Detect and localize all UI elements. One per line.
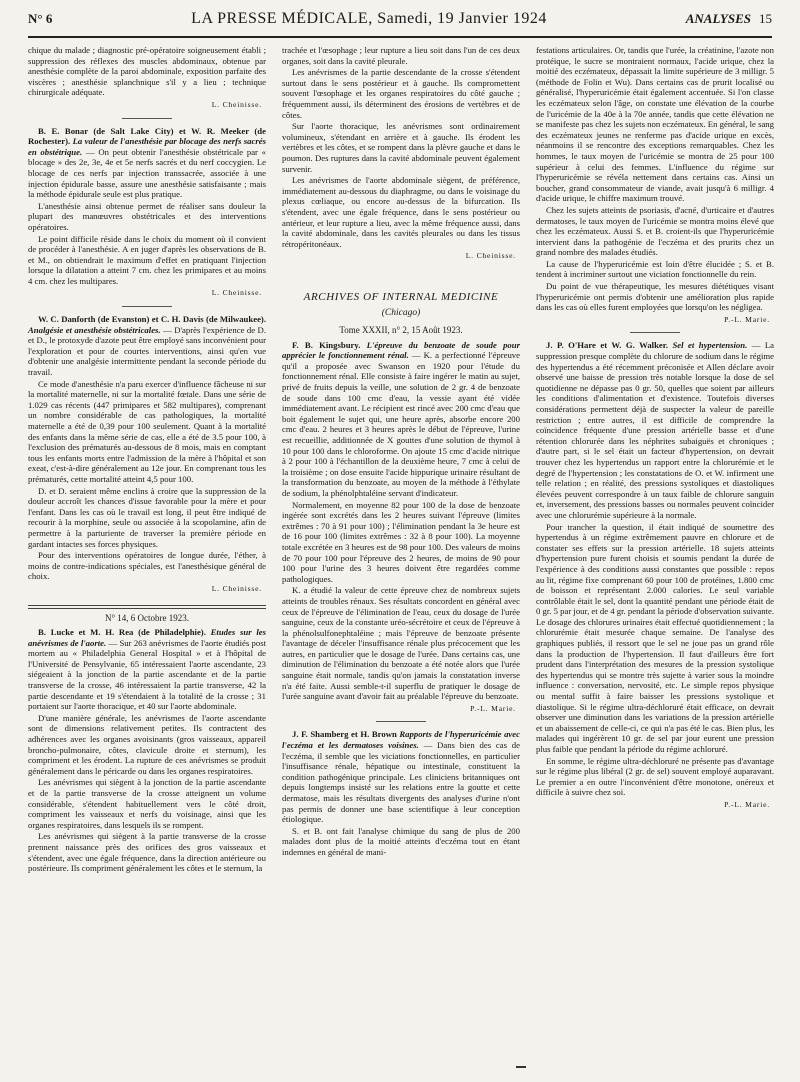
paragraph: — K. a perfectionné l'épreuve qu'il a proposée avec Swanson en 1920 pour l'étude du fonctionnement rénal. Elle consiste à faire ingérer le matin au sujet, privé de fruits depuis la veille, une solution de 2 gr. 4 de benzoate de soude dans 100 cmc d'eau, la vessie ayant été vidée immédiatement avant. Le récipient est rincé avec 200 cmc d'eau que boit également le sujet qui, une heure après, absorbe encore 200 cmc d'eau. 2 heures et 3 heures après le début de l'épreuve, l'urine est recueillie, additionnée de X gouttes d'une solution de thymol à 10 pour 100 dans le chloroforme. On ajoute 15 cmc d'acide nitrique à 2 pour 100 à l'échantillon de la deuxième heure, 7 cmc à celui de la troisième ; on dose ensuite l'acide hippurique urinaire résultant de la transformation du benzoate, au moyen de la méthode à l'éthylate de sodium, la phénolphtaléine servant d'indicateur. — [282, 350, 521, 498]
article-authors: J. P. O'Hare et W. G. Walker. — [546, 340, 669, 351]
footer-mark — [516, 1066, 526, 1068]
paragraph: Chez les sujets atteints de psoriasis, d'acné, d'urticaire et d'autres dermatoses, le taux moyen de l'uricémie se montra moins élevé que chez les eczémateux. Aussi S. et B. croient-ils que l'hyperuricémie intervient dans la pathogénie de l'eczéma et des prurits chez un grand nombre des malades étudiés. — [536, 204, 774, 258]
paragraph: Les anévrismes qui siègent à la partie transverse de la crosse prennent naissance près des orifices des gros vaisseaux et s'étendent, avec une égale fréquence, dans la direction antérieure ou postérieure. Ils compriment généralement les côtes et le sternum, la — [28, 831, 266, 874]
section-heading — [686, 11, 772, 27]
paragraph: Pour des interventions opératoires de longue durée, l'éther, à moins de contre-indications spéciales, est l'anesthésique général de choix. — [28, 550, 266, 582]
paragraph: — D'après l'expérience de D. et D., le protoxyde d'azote peut être employé sans inconvénient pour l'exploration et pour de courtes interventions, ainsi qu'en vue d'obtenir une analgésie intermittente pendant la seconde période du travail. — [28, 324, 266, 378]
paragraph: Les anévrismes de l'aorte abdominale siègent, de préférence, immédiatement au-dessous du diaphragme, ou dans le voisinage du plexus cœliaque, ou encore au-dessus de la bifurcation. Ils s'étendent, avec une égale fréquence, dans le sens postérieur ou antérieur, et leur rupture a lieu, avec la même fréquence aussi, dans la cavité abdominale, dans les cavités pleurales ou dans les tissus rétropéritonéaux. — [282, 175, 520, 249]
section-name: ANALYSES — [685, 11, 751, 26]
signature: L. Cheinisse. — [465, 251, 516, 261]
article-authors: J. F. Shamberg et H. Brown — [292, 729, 397, 740]
article-kingsbury — [282, 340, 520, 499]
article-authors: B. E. Bonar (de Salt Lake City) et W. R. Meeker (de Rochester). — [28, 125, 266, 147]
signature: P.-L. Marie. — [470, 703, 516, 713]
signature: P.-L. Marie. — [724, 799, 770, 809]
paragraph: L'anesthésie ainsi obtenue permet de réaliser sans douleur la plupart des manœuvres obstétricales et des interventions opératoires. — [28, 200, 266, 232]
separator — [376, 721, 426, 722]
journal-title: LA PRESSE MÉDICALE, Samedi, 19 Janvier 1924 — [191, 10, 547, 27]
page-number: 15 — [758, 11, 772, 26]
signature: L. Cheinisse. — [211, 99, 262, 109]
signature: L. Cheinisse. — [211, 288, 262, 298]
paragraph: Pour trancher la question, il était indiqué de soumettre des hypertendus à un régime extrêmement pauvre en chlorure et de constater ses effets sur la pression artérielle. 18 sujets atteints d'hypertension pure furent choisis et soumis pendant la durée de l'expérience à des conditions aussi constantes que possible : repos au lit, régime fixe comprenant 60 pour 100 de protéines, 1.800 cmc de boisson et représentant 2.000 calories. Le seul variable contrôlable était le sel, dont la quantité pendant une période était de 0 gr. 5 par jour, et de 4 gr. pendant la période d'observation suivante. Le dosage des chlorures urinaires était effectué quotidiennement ; la chlorurémie était mesurée chaque semaine. De l'analyse des graphiques publiés, il ressort que le sel ne joue pas un grand rôle dans la production de l'hypertension. Il faut d'ailleurs être fort prudent dans l'interprétation des mesures de la pression systolique des hypertendus qui se montre très sujette à varier sous la moindre influence : conversation, nervosité, etc. Le simple repos physique ou mental suffit à faire baisser les pressions systolique et diastolique. Si le régime ultra-déchloruré était efficace, on devrait observer une diminution dans les variations de la pression artérielle et un abaissement de celle-ci, ce qui n'a pas été le cas. Bien plus, les malades qui ingérèrent 10 gr. de sel par jour eurent une pression plus faible que pendant la période du régime achloruré. — [536, 521, 774, 754]
paragraph: Le point difficile réside dans le choix du moment où il convient de procéder à l'anesthésie. A en juger d'après les observations de B. et M., on obtiendrait le maximum d'effet en pratiquant l'injection lorsque la dilatation a atteint 7 cm. chez les primipares et au moins 4 cm. chez les multipares. — [28, 233, 266, 286]
paragraph: Ce mode d'anesthésie n'a paru exercer d'influence fâcheuse ni sur la mortalité maternelle, ni sur la mortalité fœtale. Dans une série de 1.029 cas récents (447 primipares et 582 multipares), comprenant un nombre considérable de cas pathologiques, la mortalité maternelle a été de 0,39 pour 100 seulement. Quant à la mortalité des enfants dans la même série de cas, elle a été de 3.5 pour 100, à l'exclusion des prématurés au-dessous de 8 mois, mais en comptant tous les enfants morts entre l'admission de la mère à l'hôpital et son exeat, c'est-à-dire généralement au 12e jour. En comprenant tous les prématurés, cette mortalité atteint 4,5 pour 100. — [28, 378, 266, 484]
article-title: La valeur de l'anesthésie par blocage des nerfs sacrés en obstétrique. — [28, 136, 267, 157]
paragraph: Du point de vue thérapeutique, les mesures diététiques visant l'hyperuricémie ont permis d'obtenir une amélioration plus rapide dans les cas où elles furent employées que lorsqu'on les négligea. — [536, 281, 774, 313]
page-header — [28, 10, 772, 38]
paragraph: Normalement, en moyenne 82 pour 100 de la dose de benzoate ingérée sont excrétés dans les 2 heures suivant l'épreuve (limites extrêmes : 70 à 91 pour 100) ; l'élimination pendant la 3e heure est de 16 pour 100 (limites extrêmes : 32 à 8 pour 100). La moyenne totale excrétée en 3 heures est de 98 pour 100. Des valeurs de moins de 70 pour 100 pour l'épreuve des 2 heures, de moins de 90 pour 100 pour l'urine des 3 heures doivent être regardées comme pathologiques. — [282, 499, 520, 584]
paragraph: festations articulaires. Or, tandis que l'urée, la créatinine, l'azote non protéique, le sucre se montraient normaux, l'acide urique, chez la moitié des eczémateux, dépassait la limite supérieure de 3 milligr. 5 (méthode de Folin et Wu). Dans certains cas de prurit localisé ou généralisé, l'hyperuricémie était également accentuée. Si l'on classe les eczémateux selon l'âge, on constate une élévation de la courbe de l'uricémie de la 40e à la 70e année, tandis que cette élévation ne se manifeste pas chez les sujets non eczémateux. En général, le sang des eczémateux jeunes ne renferme pas d'acide urique en excès, néanmoins il se rencontre des exceptions remarquables. Chez les hommes, le taux moyen de l'uricémie se montra de 25 pour 100 supérieur à celui des femmes. L'influence du régime sur l'hyperuricémie se révéla nettement dans certains cas. Ainsi un boucher, grand consommateur de viande, avait jusqu'à 6 milligr. 4 d'acide urique, le chiffre maximum trouvé. — [536, 45, 774, 204]
issue-heading: N° 14, 6 Octobre 1923. — [104, 612, 190, 623]
paragraph: S. et B. ont fait l'analyse chimique du sang de plus de 200 malades dont plus de la moitié atteints d'eczéma tout en étant indemnes en général de mani- — [282, 825, 520, 857]
paragraph: En somme, le régime ultra-déchloruré ne présente pas d'avantage sur le régime plus libéral (2 gr. de sel) souvent employé auparavant. Le premier a en outre l'inconvénient d'être monotone, onéreux et difficile à suivre chez soi. — [536, 755, 774, 798]
separator — [28, 605, 266, 609]
article-danforth — [28, 314, 266, 378]
article-ohare — [536, 340, 774, 520]
article-title: Sel et hypertension. — [672, 340, 748, 351]
issue-heading: Tome XXXII, n° 2, 15 Août 1923. — [339, 325, 463, 336]
paragraph: Sur l'aorte thoracique, les anévrismes sont ordinairement volumineux, s'étendant en arrière et à gauche. Ils érodent les vertèbres et les côtes, et se rompent dans la plèvre gauche et dans le poumon. Des ruptures dans la cavité abdominale peuvent également survenir. — [282, 121, 520, 174]
article-bonar — [28, 126, 266, 200]
article-title: Rapports de l'hyperuricémie avec l'eczéma et les dermatoses voisines. — [282, 729, 520, 751]
column-left — [28, 45, 266, 875]
paragraph: Les anévrismes qui siègent à la jonction de la partie ascendante et de la partie transverse de la crosse atteignent un volume considérable, s'étendent habituellement vers le côté droit, compriment les vaisseaux et nerfs du voisinage, ainsi que les organes respiratoires, dans lesquels ils se rompent. — [28, 777, 266, 830]
separator — [122, 306, 172, 307]
column-right — [536, 45, 774, 815]
paragraph: — On peut obtenir l'anesthésie obstétricale par « blocage » des 2e, 3e, 4e et 5e nerfs sacrés et du nerf coccygien. Le blocage de ces nerfs par injection transsacrée, associée à une injection épidurale basse, assure une anesthésie satisfaisante ; mais la méthode épidurale seule est plus pratique. — [28, 146, 267, 200]
signature: P.-L. Marie. — [724, 314, 770, 324]
article-authors: W. C. Danforth (de Evanston) et C. H. Davis (de Milwaukee). — [38, 314, 266, 325]
signature: L. Cheinisse. — [211, 583, 262, 593]
paragraph: La cause de l'hyperuricémie est loin d'être élucidée ; S. et B. tendent à incriminer surtout une viciation fonctionnelle du rein. — [536, 258, 774, 280]
column-middle — [282, 45, 520, 859]
journal-city: (Chicago) — [381, 308, 421, 319]
paragraph: — Sur 263 anévrismes de l'aorte étudiés post mortem au « Philadelphia General Hospital » et à l'hôpital de l'Université de Pensylvanie, 65 intéressaient l'aorte ascendante, 23 siégeaient à la jonction de la partie ascendante et de la partie transverse de la crosse, 46 intéressaient la partie transverse, 42 la partie descendante et 19 s'étendaient à la totalité de la crosse ; 31 portaient sur l'aorte thoracique, et 40 sur l'aorte abdominale. — [28, 637, 267, 712]
article-lucke — [28, 627, 266, 712]
article-title: L'épreuve du benzoate de soude pour apprécier le fonctionnement rénal. — [282, 339, 520, 361]
paragraph: K. a étudié la valeur de cette épreuve chez de nombreux sujets atteints de troubles rénaux. Ses résultats concordent en général avec ceux de l'épreuve de l'élimination de l'eau, ceux du dosage de l'urée sanguine, ceux de la constante uréo-sécrétoire et ceux de l'épreuve à la phénolsulfonephtaléine ; mais l'épreuve de benzoate présente l'avantage de déceler l'insuffisance rénale plus précocement que les autres, en particulier que le dosage de l'urée. Dans certains cas, une diminution de l'élimination du benzoate a été notée alors que l'urée sanguine était normale, tandis qu'on jamais la constatation inverse n'a été faite. Aussi semble-t-il superflu de pratiquer le dosage de l'urée sanguine avant d'avoir fait au préalable l'épreuve du benzoate. — [282, 585, 520, 702]
paragraph: chique du malade ; diagnostic pré-opératoire soigneusement établi ; suppression des réflexes des muscles abdominaux, obtenue par anesthésie complète de la paroi abdominale, exposition parfaite des viscères ; anesthésie splanchnique s'il y a lieu ; technique chirurgicale adéquate. — [28, 45, 266, 98]
article-authors: F. B. Kingsbury. — [292, 339, 361, 350]
paragraph: — Dans bien des cas de l'eczéma, il semble que les viciations fonctionnelles, en particulier l'insuffisance rénale, hépatique ou intestinale, constituent la condition pathogénique principale. Les cliniciens britanniques ont depuis longtemps insisté sur les relations entre la goutte et cette dermatose, mais les résultats divergents des analyses d'urine n'ont pas permis de donner une base scientifique à leur conception étiologique. — [282, 740, 520, 825]
paragraph: Les anévrismes de la partie descendante de la crosse s'étendent surtout dans le sens postérieur et à gauche. Ils compromettent souvent l'œsophage et les organes respiratoires du côté gauche ; fréquemment aussi, ils déterminent des érosions de vertèbres et de côtes. — [282, 67, 520, 120]
issue-number: N° 6 — [28, 11, 53, 26]
paragraph: D'une manière générale, les anévrismes de l'aorte ascendante sont de dimensions relativement petites. Ils contractent des adhérences avec les organes avoisinants (gros vaisseaux, appareil broncho-pulmonaire, côtes, clavicule droite et sternum), les compriment et les érodent. La rupture de ces anévrismes se produit généralement dans le péricarde ou dans les organes respiratoires. — [28, 712, 266, 776]
article-shamberg — [282, 729, 520, 824]
separator — [630, 332, 680, 333]
article-title: Analgésie et anesthésie obstétricales. — [28, 324, 161, 335]
paragraph: trachée et l'œsophage ; leur rupture a lieu soit dans l'un de ces deux organes, soit dans la cavité pleurale. — [282, 45, 520, 66]
separator — [122, 118, 172, 119]
paragraph: — La suppression presque complète du chlorure de sodium dans le régime des hypertendus a été récemment préconisée et Allen déclare avoir observé une baisse de pression très notable lorsque la dose de sel quotidienne ne dépasse pas 0 gr. 50, quelles que soient par ailleurs les conditions d'alimentation et d'existence. Toutefois diverses considérations permettent déjà de suspecter la valeur de pareille restriction ; entre autres, il est difficile de comprendre la coïncidence fréquente d'une pression artérielle basse et d'une rétention chlorurée dans les néphrites subaiguës et chroniques ; d'autre part, si le sel était un facteur d'hypertension, on devrait trouver chez les hypertendus un rapport entre la chlorurémie et le degré de l'hypertension ; les constatations de O. et W. infirment une telle relation ; en réalité, des pressions systoliques et diastoliques élevées peuvent correspondre à un taux faible de chlorure sanguin et, inversement, des pressions basses ou normales peuvent coïncider avec une chlorurémie supérieure à la normale. — [536, 340, 774, 520]
journal-heading: ARCHIVES OF INTERNAL MEDICINE — [303, 290, 499, 303]
paragraph: D. et D. seraient même enclins à croire que la suppression de la douleur accroît les chances d'issue favorable pour la mère et pour l'enfant. Dans les cas où le travail est long, il peut être indiqué de recourir à la morphine, seule ou associée à la scopolamine, afin de permettre à la parturiente de traverser la première période en gardant intactes ses forces physiques. — [28, 485, 266, 549]
article-title: Etudes sur les anévrismes de l'aorte. — [28, 627, 266, 648]
article-authors: B. Lucke et M. H. Rea (de Philadelphie). — [38, 627, 206, 638]
